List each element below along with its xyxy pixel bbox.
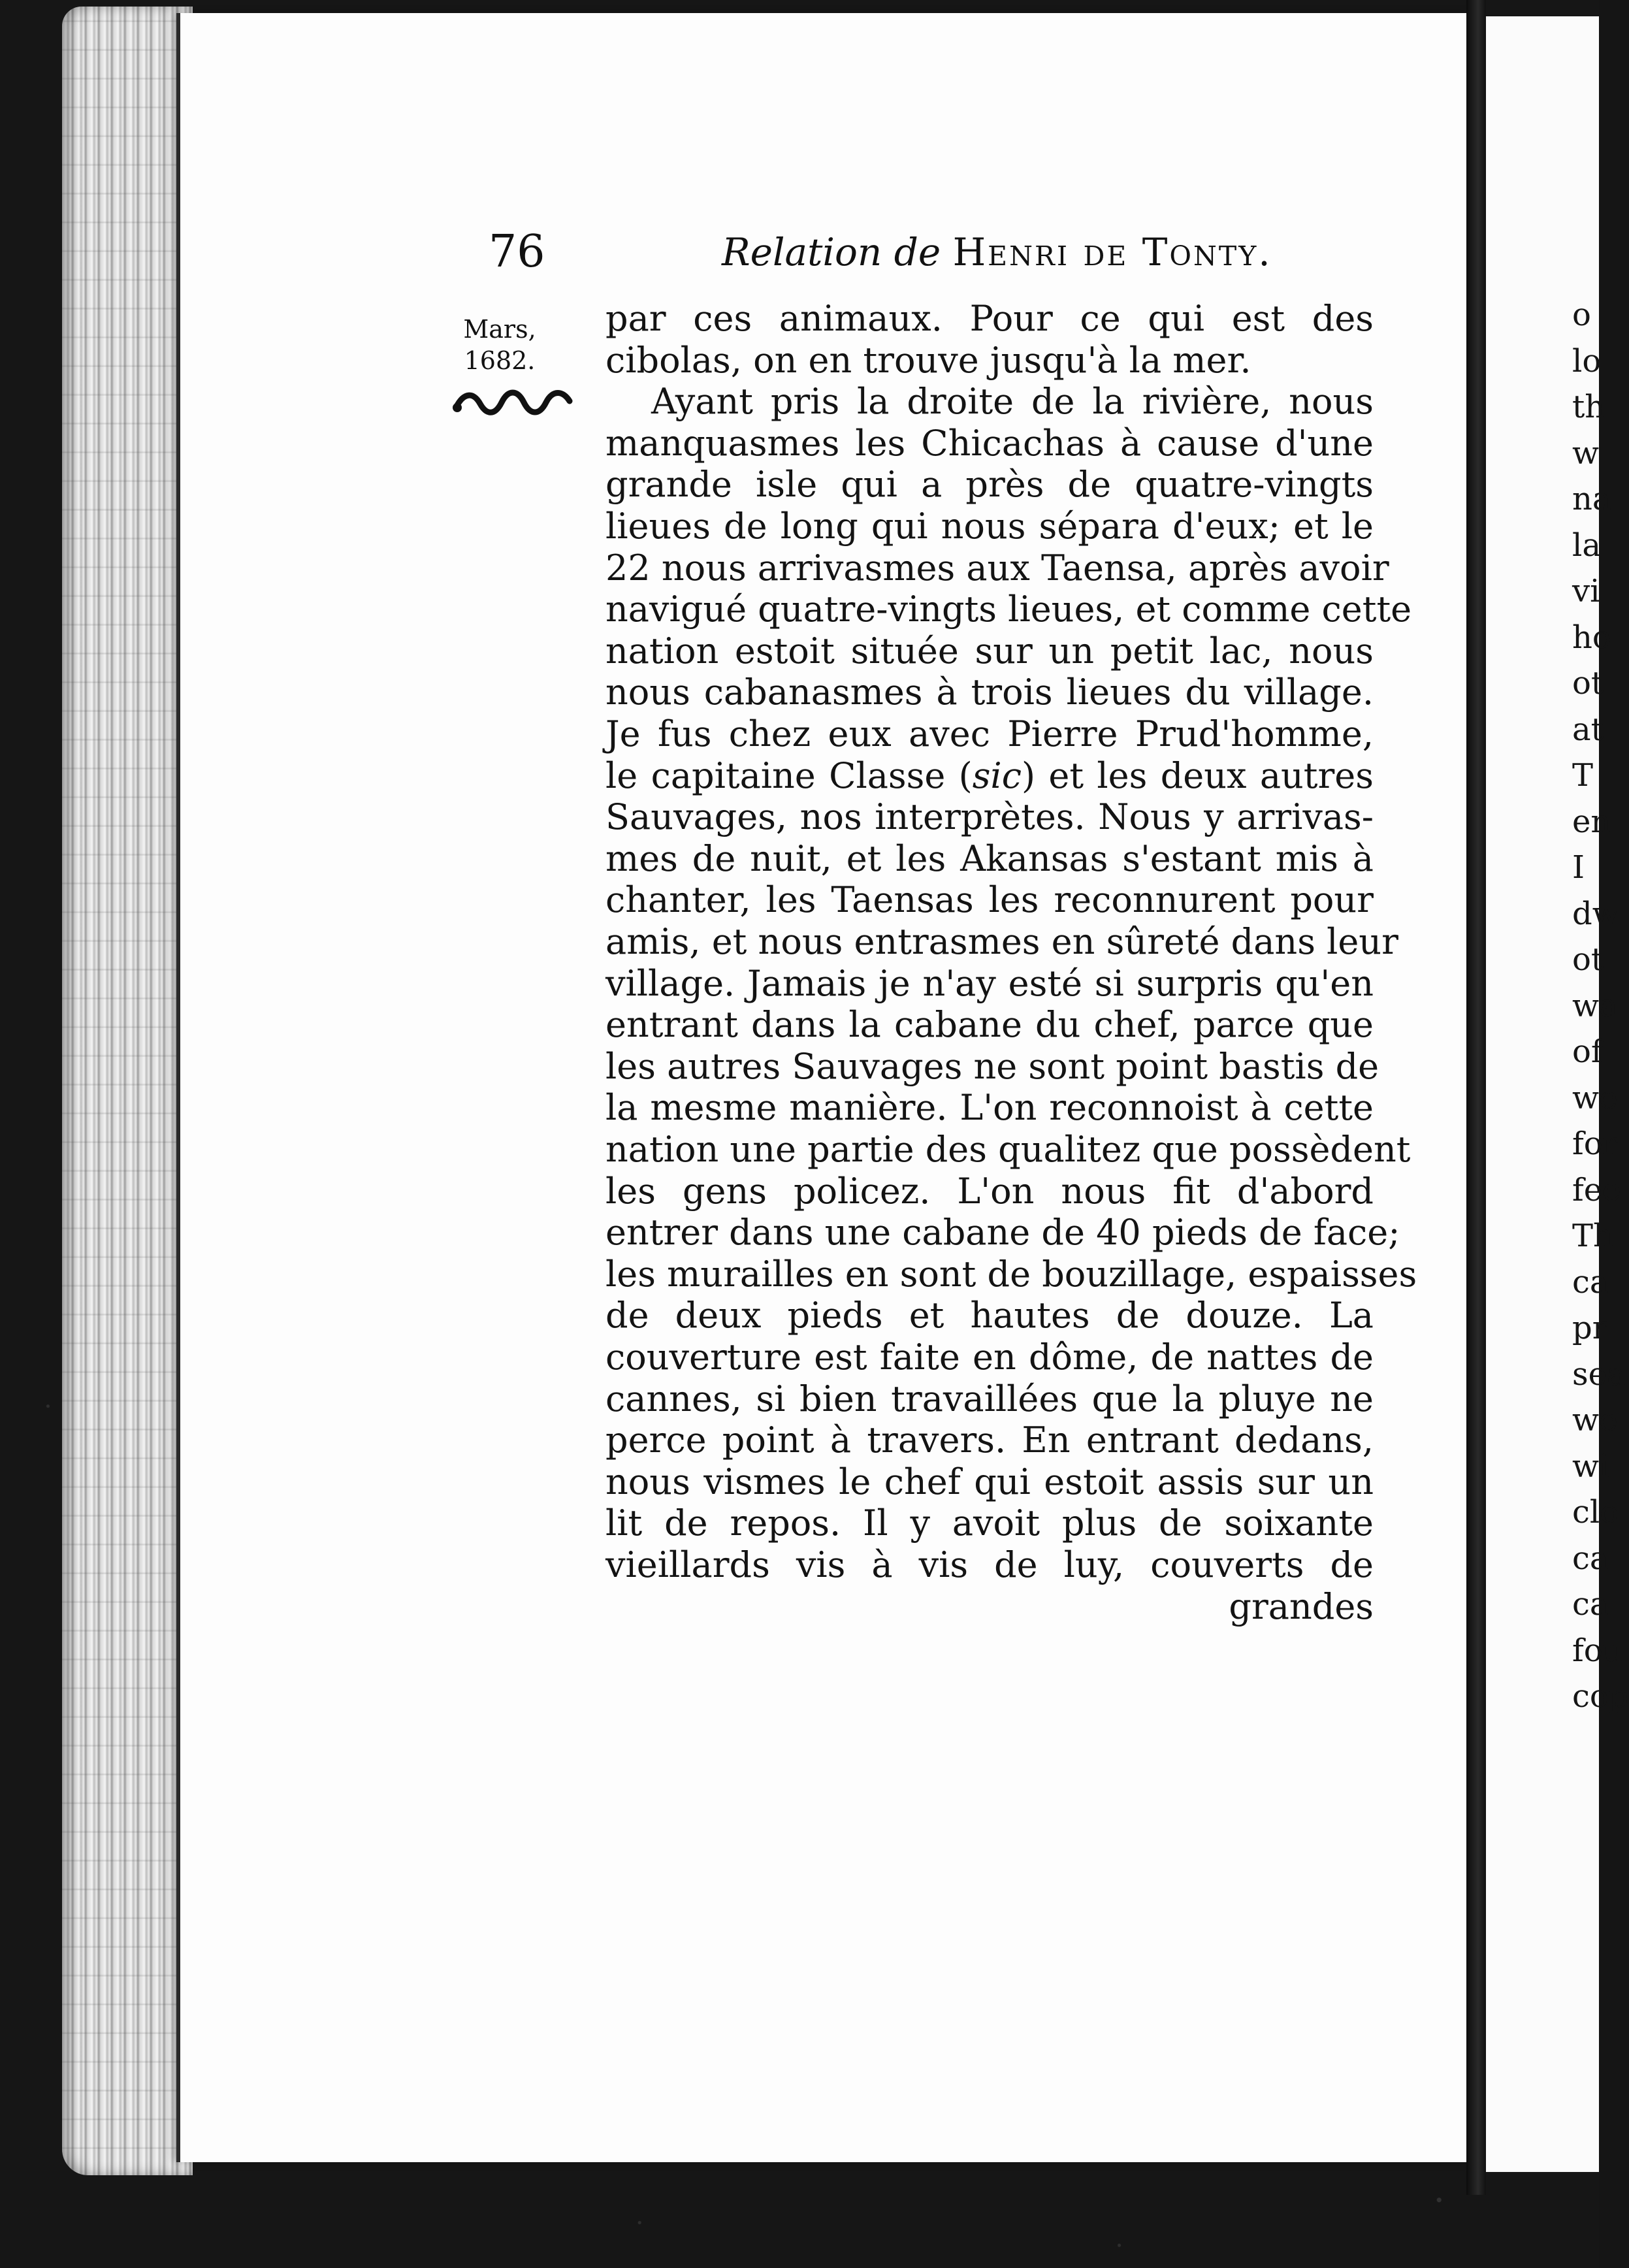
facing-page-fragment: wi xyxy=(1572,1448,1609,1485)
margin-date-month: Mars, xyxy=(463,315,536,344)
text-line: entrer dans une cabane de 40 pieds de face; xyxy=(605,1212,1400,1254)
facing-page-fragment: at xyxy=(1572,711,1604,748)
facing-page xyxy=(1486,16,1629,2172)
facing-page-fragment: ca xyxy=(1572,1540,1609,1577)
running-title-author: Henri de Tonty. xyxy=(952,230,1272,274)
text-line: de deux pieds et hautes de douze. La xyxy=(605,1295,1374,1336)
facing-page-fragment: we xyxy=(1572,1402,1618,1438)
facing-page-fragment: T xyxy=(1572,757,1594,794)
facing-page-fragment: ca xyxy=(1572,1586,1609,1623)
text-line: cannes, si bien travaillées que la pluye ne xyxy=(605,1378,1374,1419)
facing-page-fragment: th xyxy=(1572,389,1605,425)
facing-page-fragment: I xyxy=(1572,849,1585,886)
book-gutter xyxy=(1466,0,1486,2195)
text-line: nous cabanasmes à trois lieues du village. xyxy=(605,672,1374,713)
text-line: Je fus chez eux avec Pierre Prud'homme, xyxy=(605,713,1374,754)
text-line: amis, et nous entrasmes en sûreté dans leur xyxy=(605,921,1398,962)
book-page-edges xyxy=(62,7,193,2175)
text-line: vieillards vis à vis de luy, couverts de xyxy=(605,1544,1374,1585)
facing-page-fragment: na xyxy=(1572,481,1611,517)
facing-page-fragment: w xyxy=(1572,434,1600,472)
text-line: les murailles en sont de bouzillage, espaisses xyxy=(605,1253,1417,1295)
text-segment: le capitaine Classe ( xyxy=(605,754,973,796)
facing-page-fragment: clo xyxy=(1572,1494,1619,1531)
text-line: entrant dans la cabane du chef, parce que xyxy=(605,1004,1374,1046)
facing-page-fragment: ot xyxy=(1572,665,1604,702)
facing-page-fragment: la xyxy=(1572,526,1601,564)
facing-page-fragment: cop xyxy=(1572,1678,1629,1715)
facing-page-fragment: for xyxy=(1572,1126,1618,1162)
facing-page-fragment: wa xyxy=(1572,987,1618,1024)
text-line: chanter, les Taensas les reconnurent pour xyxy=(605,879,1374,921)
text-line: les autres Sauvages ne sont point bastis de xyxy=(605,1045,1379,1087)
text-line: couverture est faite en dôme, de nattes de xyxy=(605,1336,1374,1378)
text-line: manquasmes les Chicachas à cause d'une xyxy=(605,422,1374,464)
running-title xyxy=(722,230,1272,274)
facing-page-fragment: en xyxy=(1572,803,1611,840)
facing-page-fragment: fou xyxy=(1572,1632,1623,1669)
ornament-flourish-icon xyxy=(451,379,575,418)
facing-page-fragment: o xyxy=(1572,297,1591,333)
text-line: perce point à travers. En entrant dedans, xyxy=(605,1419,1374,1461)
text-line xyxy=(605,756,1374,796)
facing-page-fragment: lo xyxy=(1572,342,1602,380)
text-line: grandes xyxy=(1229,1585,1374,1627)
text-line: lieues de long qui nous sépara d'eux; et le xyxy=(605,506,1374,547)
facing-page-fragment: fee xyxy=(1572,1171,1621,1208)
text-line: navigué quatre-vingts lieues, et comme cette xyxy=(605,589,1412,630)
facing-page-fragment: dw xyxy=(1572,895,1619,932)
facing-page-fragment: we xyxy=(1572,1079,1618,1116)
text-line: grande isle qui a près de quatre-vingts xyxy=(605,464,1374,506)
facing-page-fragment: vi xyxy=(1572,573,1600,609)
text-line: 22 nous arrivasmes aux Taensa, après avoir xyxy=(605,547,1389,589)
italic-sic: sic xyxy=(972,754,1022,796)
text-line: nation estoit située sur un petit lac, nous xyxy=(605,630,1374,672)
text-line: la mesme manière. L'on reconnoist à cette xyxy=(605,1087,1374,1129)
text-line: Sauvages, nos interprètes. Nous y arrivas- xyxy=(605,796,1374,838)
facing-page-fragment: sea xyxy=(1572,1355,1626,1393)
page-number: 76 xyxy=(489,226,545,278)
text-line: nous vismes le chef qui estoit assis sur un xyxy=(605,1461,1374,1502)
facing-page-fragment: ho xyxy=(1572,619,1611,656)
facing-page-fragment: ca xyxy=(1572,1263,1609,1301)
text-line: mes de nuit, et les Akansas s'estant mis à xyxy=(605,837,1374,879)
text-line: village. Jamais je n'ay esté si surpris qu'en xyxy=(605,962,1374,1004)
facing-page-fragment: Th xyxy=(1572,1218,1613,1254)
margin-date-note xyxy=(451,314,549,376)
facing-page-fragment: ot xyxy=(1572,941,1604,978)
running-title-italic: Relation de xyxy=(722,230,953,274)
text-line: par ces animaux. Pour ce qui est des xyxy=(605,298,1374,339)
text-line: Ayant pris la droite de la rivière, nous xyxy=(651,381,1374,423)
text-line: nation une partie des qualitez que possèdent xyxy=(605,1129,1411,1170)
text-segment: ) et les deux autres xyxy=(1021,754,1374,796)
text-line: cibolas, on en trouve jusqu'à la mer. xyxy=(605,339,1251,381)
facing-page-fragment: pr xyxy=(1572,1310,1607,1346)
facing-page-fragment: of xyxy=(1572,1033,1603,1070)
margin-date-year: 1682. xyxy=(464,346,536,375)
text-line: lit de repos. Il y avoit plus de soixante xyxy=(605,1502,1374,1544)
text-line: les gens policez. L'on nous fit d'abord xyxy=(605,1170,1374,1212)
